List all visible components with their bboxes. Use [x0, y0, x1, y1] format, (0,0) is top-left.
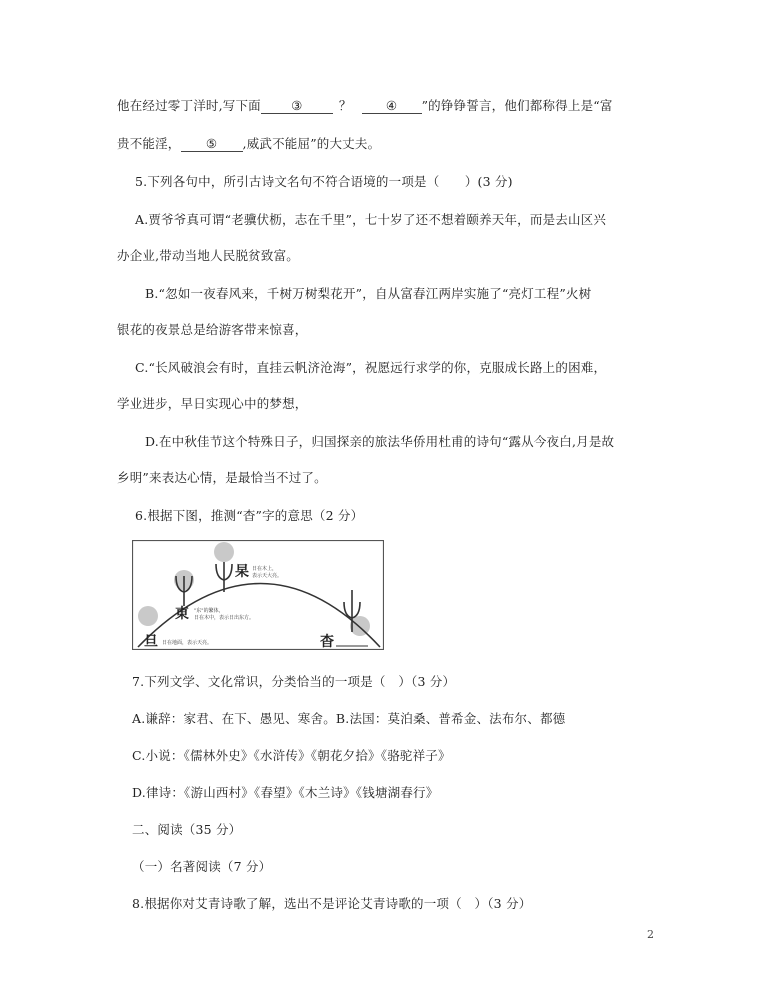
p2-after: ,威武不能屈”的大丈夫。: [242, 136, 381, 151]
section-2-1-heading: （一）名著阅读（7 分）: [132, 859, 272, 874]
question-6: 6.根据下图，推测“杳”字的意思（2 分）: [135, 508, 364, 523]
paragraph-line-2: [117, 134, 380, 152]
p1-before: 他在经过零丁洋时,写下面: [117, 98, 261, 113]
q7-option-ab: A.谦辞：家君、在下、愚见、寒舍。B.法国：莫泊桑、普希金、法布尔、都德: [132, 711, 566, 726]
blank-4: ④: [362, 99, 422, 114]
page-number: 2: [647, 928, 654, 941]
q5-option-d-line-1: D.在中秋佳节这个特殊日子，归国探亲的旅法华侨用杜甫的诗句“露从今夜白,月是故: [145, 434, 615, 449]
section-2-heading: 二、阅读（35 分）: [132, 822, 242, 837]
q7-option-d: D.律诗：《游山西村》《春望》《木兰诗》《钱塘湖春行》: [132, 785, 439, 800]
q7-option-c: C.小说：《儒林外史》《水浒传》《朝花夕拾》《骆驼祥子》: [132, 748, 451, 763]
sun-dan-icon: [138, 606, 158, 626]
q5-option-a-line-1: A.贾爷爷真可谓“老骥伏枥，志在千里”，七十岁了还不想着颐养天年，而是去山区兴: [135, 212, 607, 227]
sun-tree-diagram: [132, 540, 384, 650]
note-dan: 日在地面，表示天亮。: [162, 640, 213, 646]
char-dong: 東: [175, 606, 189, 622]
note-dong-2: 日在木中，表示日出东方。: [194, 615, 255, 621]
question-5: 5.下列各句中，所引古诗文名句不符合语境的一项是（ ）(3 分): [135, 174, 513, 189]
blank-3: ③: [261, 99, 333, 114]
char-dan: 旦: [144, 634, 158, 650]
character-evolution-figure: [132, 540, 384, 650]
q5-option-a-line-2: 办企业,带动当地人民脱贫致富。: [117, 248, 299, 263]
q5-option-c-line-1: C.“长风破浪会有时，直挂云帆济沧海”，祝愿远行求学的你，克服成长路上的困难，: [135, 360, 607, 375]
p2-before: 贵不能淫，: [117, 136, 181, 151]
question-7: 7.下列文学、文化常识，分类恰当的一项是（ ）（3 分）: [132, 674, 456, 689]
p1-after: ”的铮铮誓言，他们都称得上是“富: [421, 98, 613, 113]
q5-option-b-line-2: 银花的夜景总是给游客带来惊喜，: [117, 322, 308, 337]
p1-mid: ？: [338, 98, 352, 113]
question-8: 8.根据你对艾青诗歌了解，选出不是评论艾青诗歌的一项（ ）（3 分）: [132, 896, 532, 911]
q5-option-d-line-2: 乡明”来表达心情，是最恰当不过了。: [117, 470, 327, 485]
note-gao-2: 表示天大亮。: [252, 573, 283, 579]
blank-5: ⑤: [181, 137, 243, 152]
char-gao: 杲: [235, 564, 249, 580]
note-dong: "东"的繁体，: [194, 608, 224, 614]
q5-option-c-line-2: 学业进步，早日实现心中的梦想，: [117, 396, 308, 411]
char-yao: 杳: [320, 634, 334, 650]
q5-option-b-line-1: B.“忽如一夜春风来，千树万树梨花开”，自从富春江两岸实施了“亮灯工程”火树: [145, 286, 592, 301]
sun-gao-icon: [214, 542, 234, 562]
note-gao: 日在木上，: [252, 566, 278, 572]
paragraph-line-1: [117, 96, 613, 114]
